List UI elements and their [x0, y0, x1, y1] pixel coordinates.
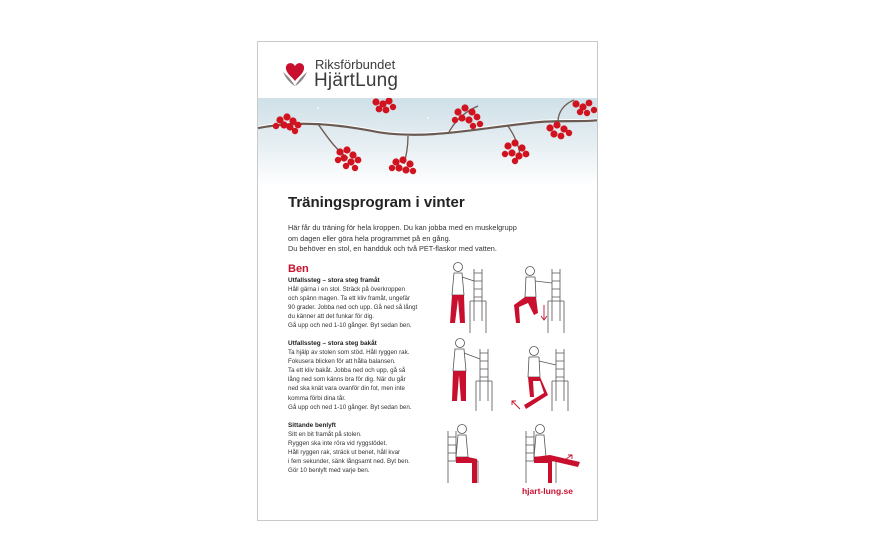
heart-lung-logo-icon	[280, 59, 310, 89]
exercise-line: och spänn magen. Ta ett kliv framåt, ungefär	[288, 295, 410, 303]
exercise-line: Håll gärna i en stol. Sträck på överkroppen	[288, 286, 405, 294]
organization-logo	[280, 57, 410, 93]
exercise-line: Gör 10 benlyft med varje ben.	[288, 467, 370, 475]
exercise-title: Utfallssteg – stora steg framåt	[288, 277, 380, 284]
logo-line-2: HjärtLung	[314, 70, 399, 91]
intro-line: Här får du träning för hela kroppen. Du kan jobba med en muskelgrupp	[288, 223, 517, 232]
exercise-line: du känner att det funkar för dig.	[288, 313, 374, 321]
exercise-line: Håll ryggen rak, sträck ut benet, håll kvar	[288, 449, 401, 457]
logo-line-1: Riksförbundet	[315, 57, 396, 72]
exercise-backward-lunge	[288, 339, 448, 412]
document-page	[257, 41, 598, 521]
section-heading-legs: Ben	[288, 263, 309, 275]
exercise-line: Ta ett kliv bakåt. Jobba ned och upp, gå så	[288, 367, 406, 375]
rowan-berries-illustration	[258, 98, 598, 186]
exercise-line: Fokusera blicken för att hålla balansen.	[288, 358, 396, 366]
exercise-seated-leg-lift	[288, 421, 448, 476]
exercise-line: Ryggen ska inte röra vid ryggstödet.	[288, 440, 388, 448]
exercise-line: i fem sekunder, sänk långsamt ned. Byt ben.	[288, 458, 410, 466]
exercise-title: Utfallssteg – stora steg bakåt	[288, 340, 377, 347]
hero-image-rowan-berries	[258, 98, 598, 186]
intro-line: om dagen eller göra hela programmet på en gång.	[288, 233, 451, 243]
exercise-line: lång ned som känns bra för dig. När du går	[288, 376, 406, 384]
page-title: Träningsprogram i vinter	[288, 194, 465, 211]
exercise-illustrations	[434, 261, 594, 486]
exercise-line: Gå upp och ned 1-10 gånger. Byt sedan ben.	[288, 403, 412, 411]
exercise-forward-lunge	[288, 276, 448, 331]
intro-line: Du behöver en stol, en handduk och två PET-flaskor med vatten.	[288, 244, 497, 254]
intro-paragraph	[288, 223, 573, 255]
exercise-line: Ta hjälp av stolen som stöd. Håll ryggen rak.	[288, 349, 410, 357]
exercise-line: 90 grader. Jobba ned och upp. Gå ned så långt	[288, 304, 418, 312]
exercise-line: ned ska knät vara ovanför din fot, men inte	[288, 385, 405, 393]
website-link[interactable]: hjart-lung.se	[521, 486, 573, 496]
exercise-title: Sittande benlyft	[288, 422, 336, 429]
exercise-line: komma förbi dina tår.	[288, 394, 346, 402]
exercise-line: Gå upp och ned 1-10 gånger. Byt sedan ben.	[288, 322, 412, 330]
exercise-line: Sitt en bit framåt på stolen.	[288, 431, 362, 439]
